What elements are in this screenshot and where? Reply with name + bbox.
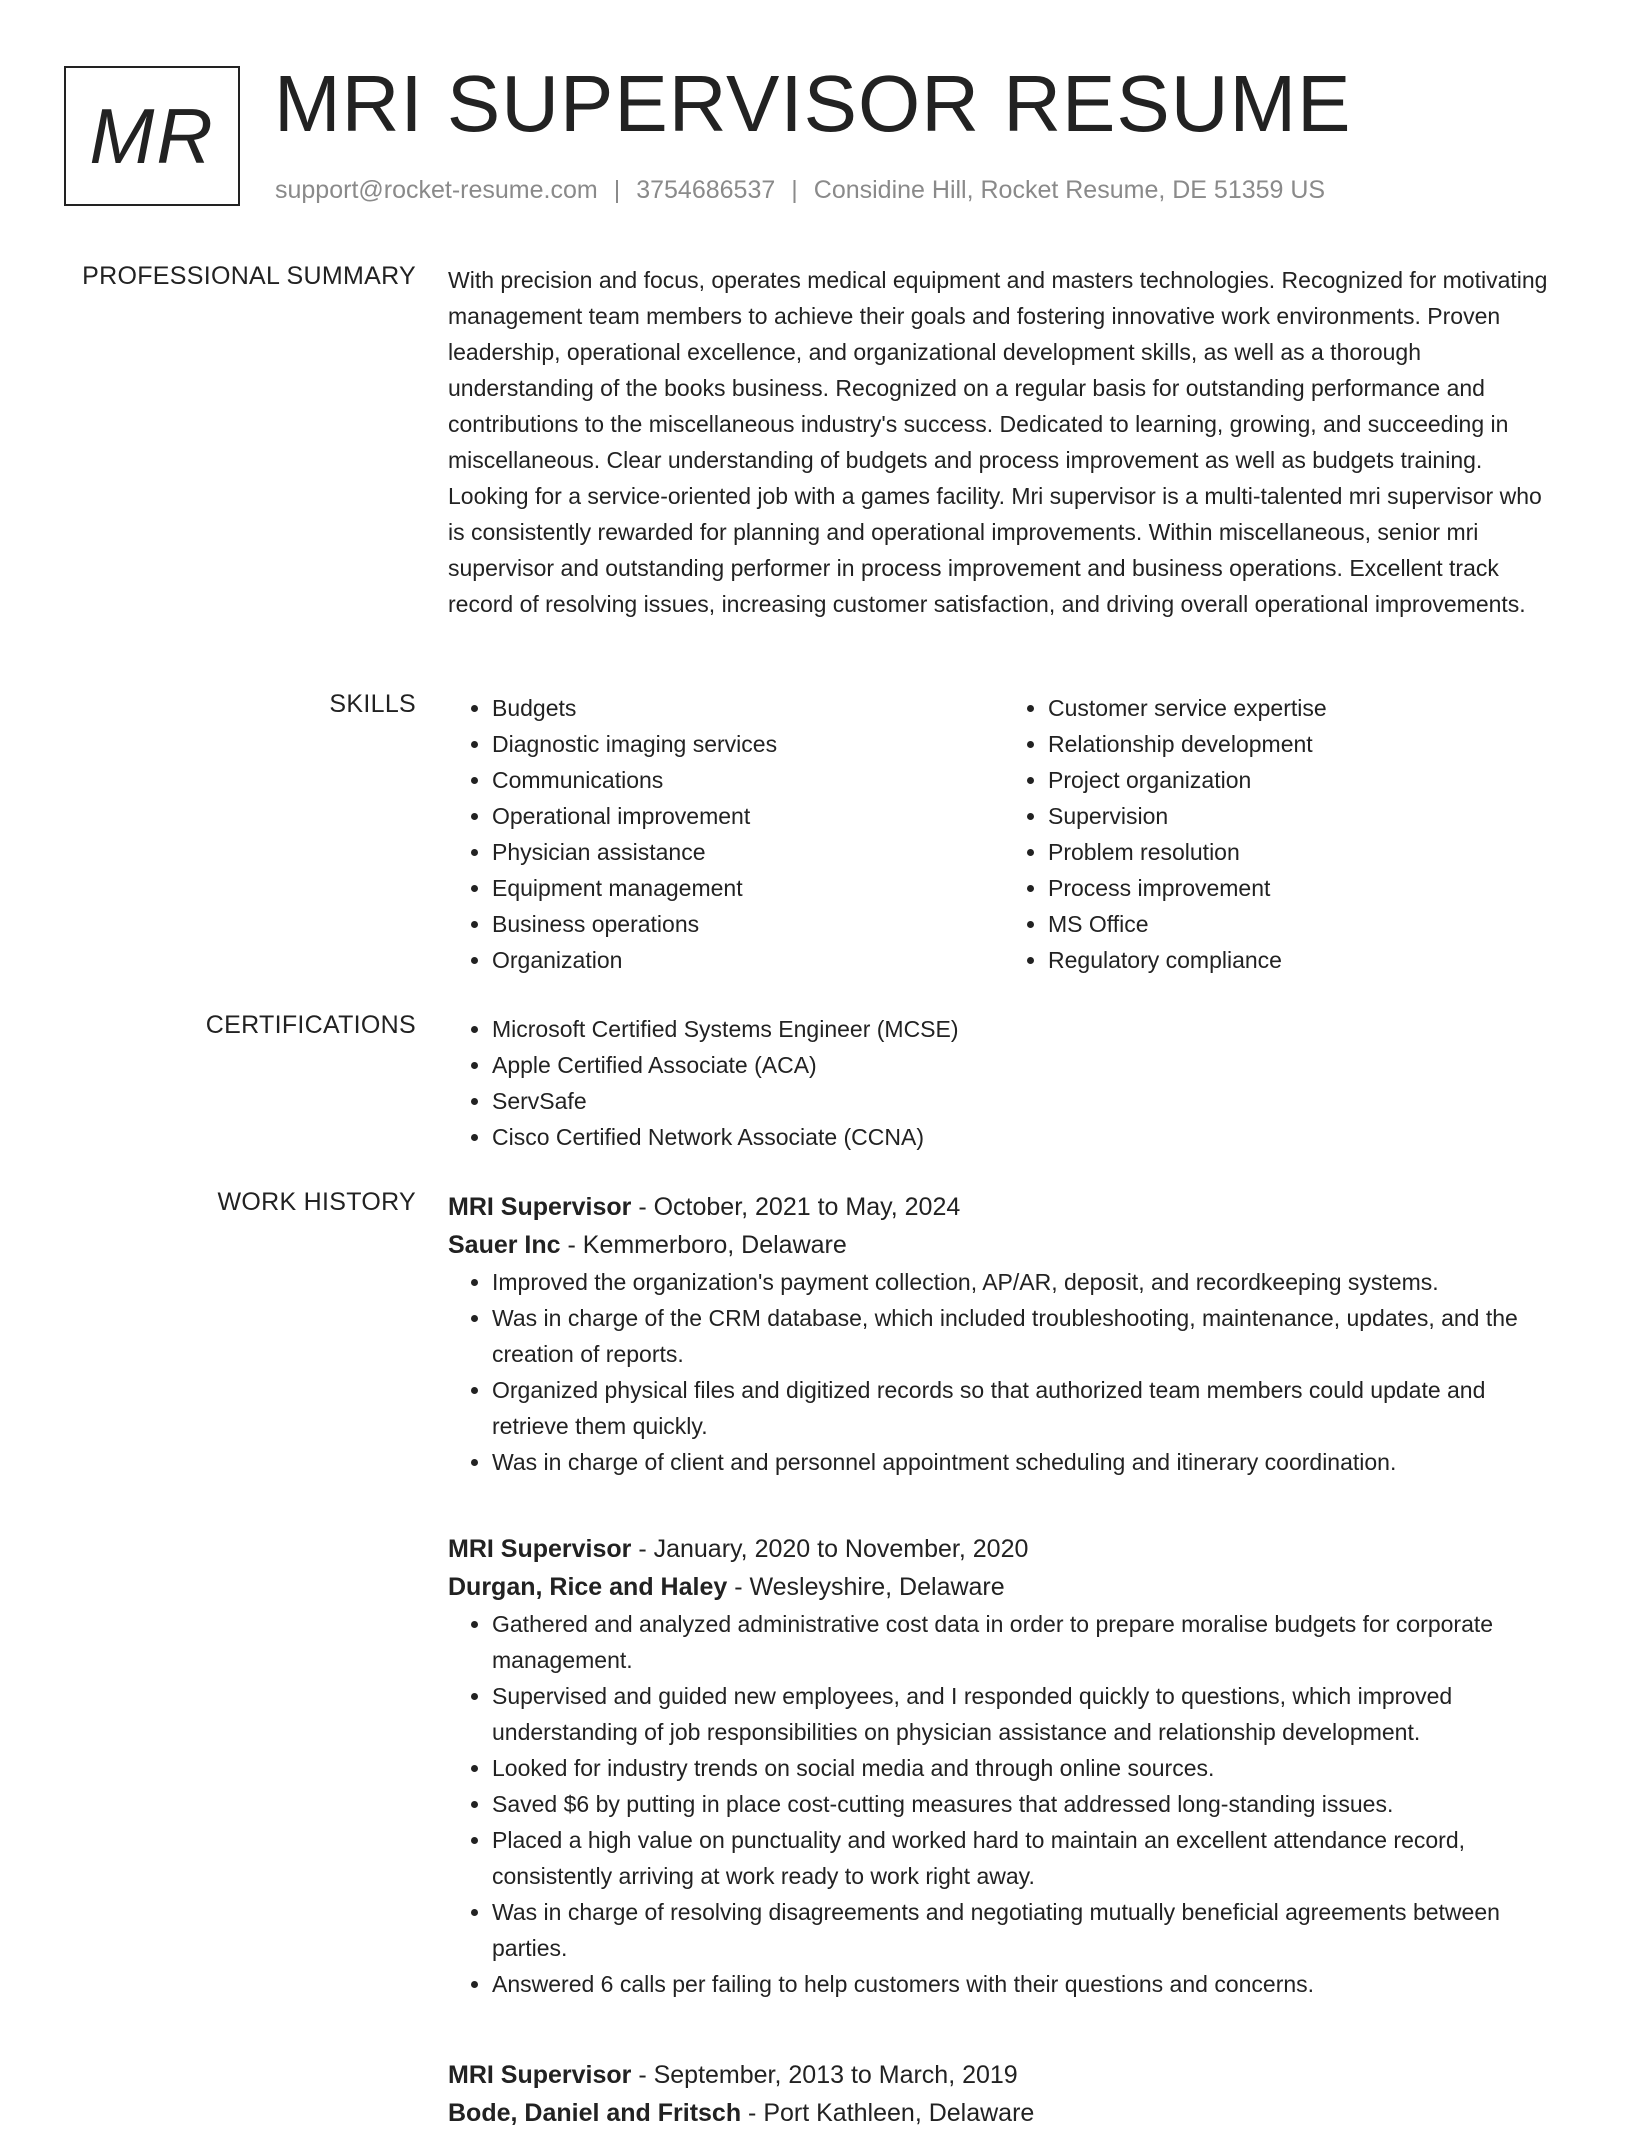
job-company: Bode, Daniel and Fritsch bbox=[448, 2099, 742, 2127]
skills-list-left bbox=[448, 690, 1004, 978]
job-duty-item: • Was in charge of the CRM database, which included troubleshooting, maintenance, updates, and the creation of reports. bbox=[492, 1300, 1560, 1372]
summary-body bbox=[448, 262, 1560, 622]
skill-item: • Project organization bbox=[1048, 762, 1560, 798]
job-duty-item: • Saved $6 by putting in place cost-cutting measures that addressed long-standing issues. bbox=[492, 1786, 1560, 1822]
job-duty-item: • Supervised and guided new employees, and I responded quickly to questions, which improved understanding of job responsibilities on physician assistance and relationship development. bbox=[492, 1678, 1560, 1750]
contact-separator: | bbox=[791, 176, 798, 204]
skills-body bbox=[448, 690, 1560, 978]
skill-item: • MS Office bbox=[1048, 906, 1560, 942]
skill-item: • Process improvement bbox=[1048, 870, 1560, 906]
skill-item: • Organization bbox=[492, 942, 1004, 978]
skill-item: • Problem resolution bbox=[1048, 834, 1560, 870]
job-duty-item: • Placed a high value on punctuality and worked hard to maintain an excellent attendance record, consistently arriving at work ready to work right away. bbox=[492, 1822, 1560, 1894]
skill-item: • Customer service expertise bbox=[1048, 690, 1560, 726]
contact-address: Considine Hill, Rocket Resume, DE 51359 US bbox=[813, 176, 1326, 204]
job-duty-item: • Was in charge of resolving disagreements and negotiating mutually beneficial agreements between parties. bbox=[492, 1894, 1560, 1966]
work-history-heading: WORK HISTORY bbox=[217, 1188, 416, 1216]
job-company-line bbox=[448, 1568, 1560, 1606]
job-company: Durgan, Rice and Haley bbox=[448, 1573, 728, 1601]
skill-item: • Physician assistance bbox=[492, 834, 1004, 870]
skill-item: • Operational improvement bbox=[492, 798, 1004, 834]
certification-item: • ServSafe bbox=[492, 1083, 1560, 1119]
contact-phone[interactable]: 3754686537 bbox=[636, 176, 776, 204]
skill-item: • Supervision bbox=[1048, 798, 1560, 834]
job-entry bbox=[448, 2056, 1560, 2132]
job-title-line bbox=[448, 2056, 1560, 2094]
certification-item: • Microsoft Certified Systems Engineer (MCSE) bbox=[492, 1011, 1560, 1047]
job-location: - Kemmerboro, Delaware bbox=[560, 1231, 847, 1259]
skill-item: • Business operations bbox=[492, 906, 1004, 942]
summary-text: With precision and focus, operates medical equipment and masters technologies. Recognized for motivating management team members to achieve their goals and fostering innovative work environments. Proven leadership, operational excellence, and organizational development skills, as well as a thorough understanding of the books business. Recognized on a regular basis for outstanding performance and contributions to the miscellaneous industry's success. Dedicated to learning, growing, and succeeding in miscellaneous. Clear understanding of budgets and process improvement as well as budgets training. Looking for a service-oriented job with a games facility. Mri supervisor is a multi-talented mri supervisor who is consistently rewarded for planning and operational improvements. Within miscellaneous, senior mri supervisor and outstanding performer in process improvement and business operations. Excellent track record of resolving issues, increasing customer satisfaction, and driving overall operational improvements. bbox=[448, 267, 1548, 617]
job-dates: - October, 2021 to May, 2024 bbox=[631, 1193, 961, 1221]
job-duty-item: • Gathered and analyzed administrative cost data in order to prepare moralise budgets for corporate management. bbox=[492, 1606, 1560, 1678]
job-company-line bbox=[448, 2094, 1560, 2132]
job-duty-item: • Answered 6 calls per failing to help customers with their questions and concerns. bbox=[492, 1966, 1560, 2002]
certifications-body bbox=[448, 1011, 1560, 1155]
certification-item: • Apple Certified Associate (ACA) bbox=[492, 1047, 1560, 1083]
skills-heading: SKILLS bbox=[329, 690, 416, 718]
summary-heading: PROFESSIONAL SUMMARY bbox=[82, 262, 416, 290]
skill-item: • Relationship development bbox=[1048, 726, 1560, 762]
skill-item: • Budgets bbox=[492, 690, 1004, 726]
job-dates: - September, 2013 to March, 2019 bbox=[631, 2061, 1018, 2089]
job-location: - Port Kathleen, Delaware bbox=[741, 2099, 1035, 2127]
job-title-line bbox=[448, 1530, 1560, 1568]
skill-item: • Regulatory compliance bbox=[1048, 942, 1560, 978]
job-duty-item: • Organized physical files and digitized records so that authorized team members could update and retrieve them quickly. bbox=[492, 1372, 1560, 1444]
certifications-list bbox=[448, 1011, 1560, 1155]
job-entry bbox=[448, 1530, 1560, 2002]
certification-item: • Cisco Certified Network Associate (CCNA) bbox=[492, 1119, 1560, 1155]
job-company-line bbox=[448, 1226, 1560, 1264]
job-location: - Wesleyshire, Delaware bbox=[727, 1573, 1005, 1601]
job-duty-item: • Was in charge of client and personnel appointment scheduling and itinerary coordination. bbox=[492, 1444, 1560, 1480]
job-entry bbox=[448, 1188, 1560, 1480]
job-duty-item: • Looked for industry trends on social media and through online sources. bbox=[492, 1750, 1560, 1786]
page-title: MRI SUPERVISOR RESUME bbox=[274, 59, 1352, 148]
job-duty-item: • Improved the organization's payment collection, AP/AR, deposit, and recordkeeping systems. bbox=[492, 1264, 1560, 1300]
job-title: MRI Supervisor bbox=[448, 2061, 632, 2089]
skill-item: • Diagnostic imaging services bbox=[492, 726, 1004, 762]
job-dates: - January, 2020 to November, 2020 bbox=[631, 1535, 1029, 1563]
job-title: MRI Supervisor bbox=[448, 1535, 632, 1563]
job-company: Sauer Inc bbox=[448, 1231, 561, 1259]
contact-line bbox=[275, 176, 1325, 205]
job-title: MRI Supervisor bbox=[448, 1193, 632, 1221]
skills-list-right bbox=[1004, 690, 1560, 978]
job-duties-list bbox=[448, 1606, 1560, 2002]
certifications-heading: CERTIFICATIONS bbox=[205, 1011, 416, 1039]
job-title-line bbox=[448, 1188, 1560, 1226]
contact-separator: | bbox=[613, 176, 621, 204]
skill-item: • Communications bbox=[492, 762, 1004, 798]
skill-item: • Equipment management bbox=[492, 870, 1004, 906]
job-duties-list bbox=[448, 1264, 1560, 1480]
contact-email[interactable]: support@rocket-resume.com bbox=[275, 176, 598, 204]
monogram-logo: MR bbox=[64, 66, 240, 206]
